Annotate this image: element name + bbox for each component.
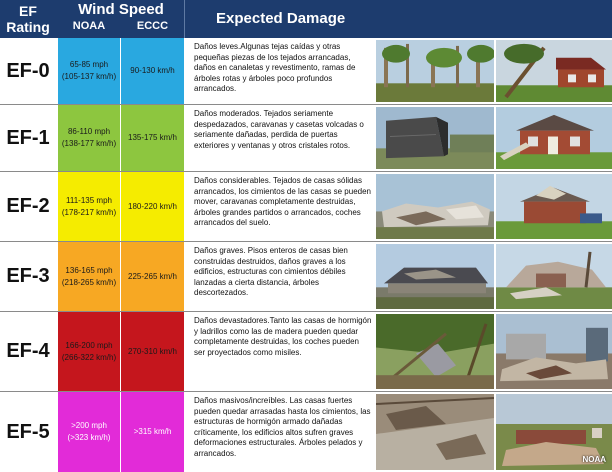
- damage-photo: [496, 244, 612, 309]
- rating-label: EF-4: [0, 312, 56, 391]
- damage-photo: [496, 40, 612, 102]
- noaa-speed-cell: [58, 38, 120, 104]
- eccc-speed-cell: [121, 105, 184, 171]
- damage-photo: [496, 174, 612, 239]
- table-row-ef5: [0, 392, 612, 472]
- noaa-mph: 86-110 mph: [67, 127, 111, 136]
- damage-photo: [496, 314, 612, 389]
- header-expected-damage: Expected Damage: [216, 10, 346, 27]
- header-eccc: ECCC: [136, 20, 169, 32]
- header-ef-rating: EF Rating: [6, 3, 50, 35]
- noaa-kmh: (>323 km/h): [67, 433, 111, 442]
- damage-photo: [376, 314, 494, 389]
- header-wind-speed: Wind Speed: [78, 1, 164, 18]
- eccc-speed-cell: [121, 172, 184, 241]
- noaa-mph: 166-200 mph: [65, 340, 113, 350]
- noaa-mph: 111-135 mph: [66, 195, 112, 205]
- rating-label: EF-5: [0, 392, 56, 472]
- eccc-speed-cell: [121, 392, 184, 472]
- noaa-speed-cell: [58, 242, 120, 311]
- damage-photo: [376, 244, 494, 309]
- header-divider: [184, 0, 185, 38]
- rating-label: EF-1: [0, 105, 56, 171]
- damage-photo: [376, 40, 494, 102]
- table-row-ef1: [0, 105, 612, 172]
- eccc-speed-cell: [121, 242, 184, 311]
- noaa-kmh: (266-322 km/h): [61, 352, 117, 362]
- damage-description: Daños masivos/increíbles. Las casas fuertes pueden quedar arrasadas hasta los cimientos, las estructuras de hormigón armado dañadas críticamente, los edificios altos sufren graves deformaciones estructurales. Árboles pelados y arrancados.: [194, 396, 371, 458]
- eccc-kmh: 135-175 km/h: [128, 133, 177, 142]
- noaa-mph: >200 mph: [71, 421, 107, 430]
- rating-label: EF-3: [0, 242, 56, 311]
- noaa-speed-cell: [58, 172, 120, 241]
- eccc-kmh: 90-130 km/h: [130, 66, 175, 75]
- eccc-speed-cell: [121, 38, 184, 104]
- noaa-kmh: (138-177 km/h): [61, 139, 117, 148]
- header-noaa: NOAA: [72, 20, 106, 32]
- damage-description: Daños graves. Pisos enteros de casas bien construidas destruidos, daños graves a los edificios, estructuras con cimientos débiles lanzadas a cierta distancia, árboles descortezados.: [194, 246, 348, 298]
- damage-description: Daños leves.Algunas tejas caídas y otras pequeñas piezas de los tejados arrancadas, daños en canaletas y revestimento, ramas de árboles rotas y árboles poco profundos arrancados.: [194, 42, 356, 94]
- damage-photo: [376, 107, 494, 169]
- noaa-kmh: (178-217 km/h): [61, 207, 117, 217]
- damage-description: Daños moderados. Tejados seriamente despedazados, caravanas y casetas volcadas o seriamente dañadas, perdida de puertas exteriores y ventanas y otros cristales rotos.: [194, 109, 364, 150]
- eccc-kmh: 180-220 km/h: [128, 201, 177, 211]
- eccc-kmh: 225-265 km/h: [128, 271, 177, 281]
- eccc-speed-cell: [121, 312, 184, 391]
- damage-photo: [376, 394, 494, 470]
- noaa-speed-cell: [58, 105, 120, 171]
- damage-photo: [496, 107, 612, 169]
- eccc-kmh: >315 km/h: [133, 427, 172, 436]
- damage-description: Daños considerables. Tejados de casas sólidas arrancados, los cimientos de las casas se pueden mover, caravanas completamente destruidas, árboles grandes partidos o arrancados, coches arrancados del suelo.: [194, 176, 371, 228]
- damage-description: Daños devastadores.Tanto las casas de hormigón y ladrillos como las de madera pueden quedar completamente destruidas, los coches pueden ser proyectados como misiles.: [194, 316, 372, 357]
- damage-photo: [376, 174, 494, 239]
- noaa-mph: 136-165 mph: [65, 265, 113, 275]
- table-row-ef2: [0, 172, 612, 242]
- noaa-speed-cell: [58, 392, 120, 472]
- table-row-ef4: [0, 312, 612, 392]
- photo-credit: NOAA: [582, 455, 606, 464]
- noaa-speed-cell: [58, 312, 120, 391]
- rating-label: EF-0: [0, 38, 56, 104]
- table-row-ef3: [0, 242, 612, 312]
- table-row-ef0: [0, 38, 612, 105]
- noaa-kmh: (105-137 km/h): [61, 72, 117, 81]
- eccc-kmh: 270-310 km/h: [128, 346, 177, 356]
- noaa-kmh: (218-265 km/h): [61, 277, 117, 287]
- table-header: [0, 0, 612, 38]
- damage-photo: [496, 394, 612, 470]
- rating-label: EF-2: [0, 172, 56, 241]
- noaa-mph: 65-85 mph: [69, 60, 109, 69]
